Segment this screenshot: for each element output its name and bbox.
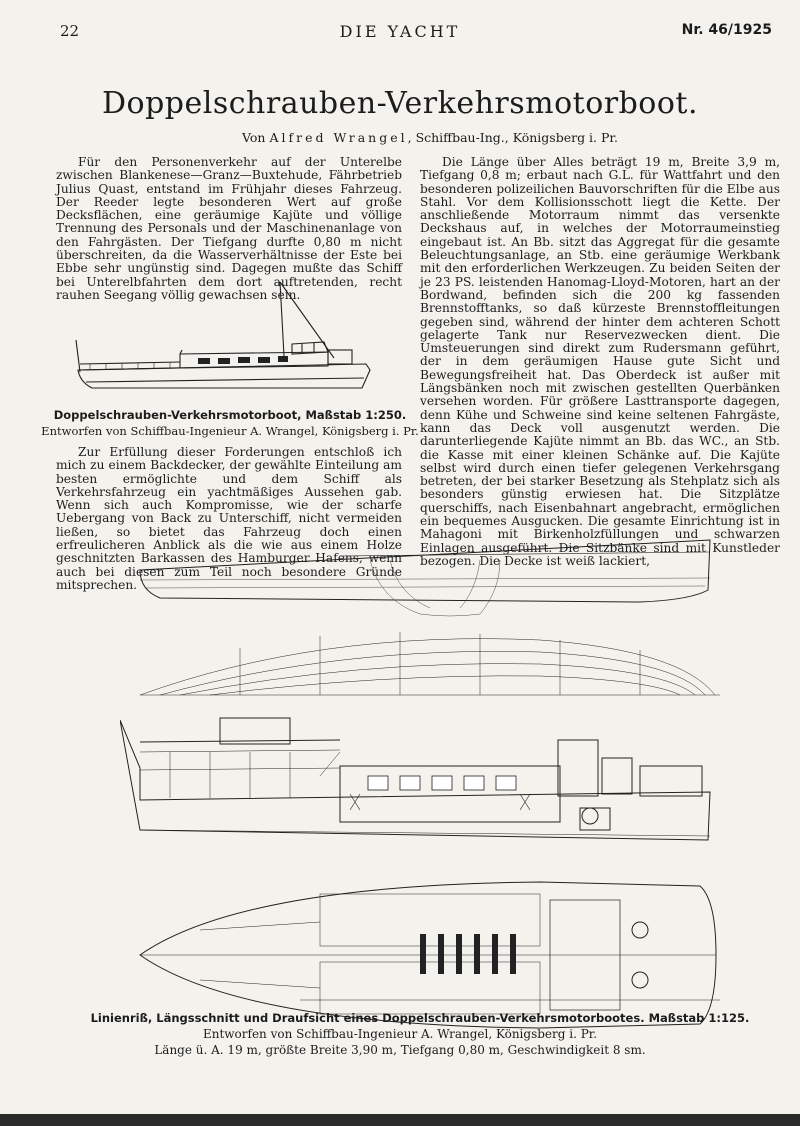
right-column	[420, 156, 780, 568]
issue-number: Nr. 46/1925	[681, 22, 772, 38]
lines-plan-drawing	[120, 530, 800, 1030]
figure2-caption-name: Linienriß, Längsschnitt und Draufsicht eines Doppelschrauben-Verkehrsmotorbootes.	[90, 1011, 645, 1025]
figure2-caption-specs: Länge ü. A. 19 m, größte Breite 3,90 m, Tiefgang 0,80 m, Geschwindigkeit 8 sm.	[154, 1043, 646, 1057]
paragraph-1: Für den Personenverkehr auf der Unterelbe zwischen Blankenese—Granz—Buxtehude, Fährbetrieb Julius Quast, entstand im Frühjahr dieses Fahrzeug. Der Reeder legte besonderen Wert auf große Decksflächen, eine geräumige Kajüte und völlige Trennung des Personals und der Maschinenanlage von den Fahrgästen. Der Tiefgang durfte 0,80 m nicht überschreiten, da die Wasserverhältnisse der Este bei Ebbe sehr ungünstig sind. Dagegen mußte das Schiff bei Unterelbfahrten dem dort auftretenden, recht rauhen Seegang völlig gewachsen sein.	[56, 155, 402, 302]
figure1-caption-name: Doppelschrauben-Verkehrsmotorboot,	[53, 408, 302, 422]
paragraph-3: Die Länge über Alles beträgt 19 m, Breite 3,9 m, Tiefgang 0,8 m; erbaut nach G.L. für Wattfahrt und den besonderen polizeilichen Bauvorschriften für die Elbe aus Stahl. Vor dem Kollisionsschott liegt die Kette. Der anschließende Motorraum nimmt das versenkte Deckshaus auf, in welches der Motorraumeinstieg eingebaut ist. An Bb. sitzt das Aggregat für die gesamte Beleuchtungsanlage, an Stb. eine geräumige Werkbank mit den erforderlichen Werkzeugen. Zu beiden Seiten der je 23 PS. leistenden Hanomag-Lloyd-Motoren, hart an der Bordwand, befinden sich die 200 kg fassenden Brennstofftanks, so daß kürzeste Brennstoffleitungen gegeben sind, während der hinter dem achteren Schott gelagerte Tank nur Reservezwecken dient. Die Umsteuerungen sind direkt zum Rudersmann geführt, der in dem geräumigen Hause gute Sicht und Bewegungsfreiheit hat. Das Oberdeck ist außer mit Längsbänken noch mit zwischen gestellten Querbänken versehen worden. Für größere Lasttransporte dagegen, denn Kühe und Schweine sind keine seltenen Fahrgäste, kann das Deck voll ausgenutzt werden. Die darunterliegende Kajüte nimmt an Bb. das WC., an Stb. die Kasse mit einer kleinen Schänke auf. Die Kajüte selbst wird durch einen tiefer gelegenen Verkehrsgang betreten, der bei starker Besetzung als Stehplatz sich als besonders günstig erwiesen hat. Die Sitzplätze querschiffs, nach Eisenbahnart angebracht, ermöglichen ein bequemes Ausgucken. Die gesamte Einrichtung ist in Mahagoni mit Birkenholzfüllungen und schwarzen Einlagen ausgeführt. Die Sitzbänke sind mit Kunstleder bezogen. Die Decke ist weiß lackiert,	[420, 155, 780, 568]
figure1-caption-credit: Entworfen von Schiffbau-Ingenieur A. Wrangel, Königsberg i. Pr.	[41, 424, 419, 438]
figure2-caption-scale: Maßstab 1:125.	[648, 1011, 750, 1025]
author-name: Alfred Wrangel	[269, 130, 408, 145]
figure2-caption-title	[40, 1011, 800, 1025]
figure2-caption-credit: Entworfen von Schiffbau-Ingenieur A. Wrangel, Königsberg i. Pr.	[202, 1027, 598, 1041]
scan-edge	[0, 1114, 800, 1126]
byline-prefix: Von	[242, 130, 266, 145]
figure1-caption-scale: Maßstab 1:250.	[305, 408, 407, 422]
journal-title: DIE YACHT	[339, 22, 461, 41]
figure1-caption-title	[40, 408, 420, 422]
article-title: Doppelschrauben-Verkehrsmotorboot.	[101, 86, 699, 121]
byline-affiliation: , Schiffbau-Ing., Königsberg i. Pr.	[407, 130, 618, 145]
paragraph-2: Zur Erfüllung dieser Forderungen entschloß ich mich zu einem Backdecker, der gewählte Einteilung am besten ermöglichte und dem Schiff als Verkehrsfahrzeug ein yachtmäßiges Aussehen gab. Wenn sich auch Kompromisse, wie der scharfe Uebergang von Back zu Unterschiff, nicht vermeiden ließen, so bietet das Fahrzeug doch einen erfreulicheren Anblick als die wie aus einem Holze geschnitzten Barkassen des Hamburger Hafens, wenn auch bei diesen zum Teil noch besondere Gründe mitsprechen.	[56, 445, 402, 592]
boat-profile-drawing	[62, 278, 382, 408]
page-number: 22	[60, 22, 80, 40]
byline	[0, 130, 800, 145]
